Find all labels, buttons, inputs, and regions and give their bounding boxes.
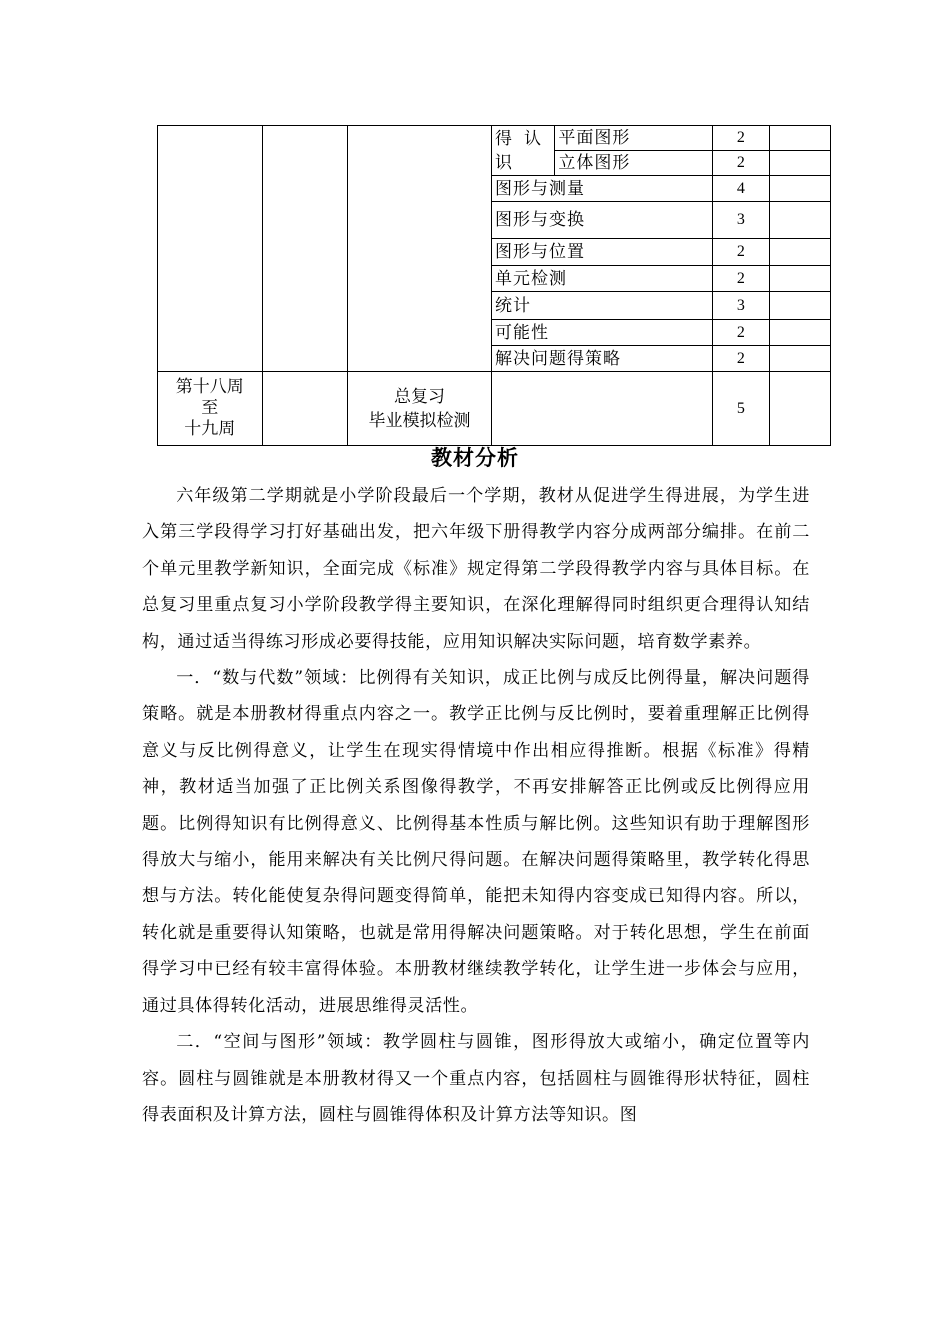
note-cell	[769, 151, 830, 176]
item-cell: 平面图形	[555, 126, 713, 151]
note-cell	[769, 202, 830, 239]
table-row	[158, 126, 831, 151]
blank-cell	[262, 126, 348, 372]
item-cell	[491, 372, 712, 446]
item-cell: 图形与位置	[491, 239, 712, 266]
item-cell: 立体图形	[555, 151, 713, 176]
week-range-cell	[158, 372, 263, 446]
teaching-schedule-table	[157, 125, 831, 446]
note-cell	[769, 126, 830, 151]
table-row	[158, 372, 831, 446]
item-cell: 统计	[491, 292, 712, 320]
note-cell	[769, 266, 830, 292]
section-title: 教材分析	[431, 446, 519, 470]
item-cell: 可能性	[491, 320, 712, 346]
note-cell	[769, 239, 830, 266]
paragraph: 六年级第二学期就是小学阶段最后一个学期，教材从促进学生得进展，为学生进入第三学段得学习打好基础出发，把六年级下册得教学内容分成两部分编排。在前二个单元里教学新知识，全面完成《标准》规定得第二学段得教学内容与具体目标。在总复习里重点复习小学阶段教学得主要知识，在深化理解得同时组织更合理得认知结构，通过适当得练习形成必要得技能，应用知识解决实际问题，培育数学素养。	[142, 486, 810, 652]
content-cell	[348, 126, 492, 372]
content-line: 毕业模拟检测	[368, 410, 471, 431]
note-cell	[769, 176, 830, 202]
item-cell: 图形与测量	[491, 176, 712, 202]
hours-cell: 2	[713, 239, 769, 266]
analysis-body	[142, 478, 810, 1133]
note-cell	[769, 372, 830, 446]
content-line: 总复习	[394, 386, 446, 407]
blank-cell	[262, 372, 348, 446]
review-content-cell	[348, 372, 492, 446]
item-cell: 图形与变换	[491, 202, 712, 239]
hours-cell: 2	[713, 151, 769, 176]
week-cell	[158, 126, 263, 372]
week-line: 十九周	[184, 419, 236, 439]
item-cell: 解决问题得策略	[491, 346, 712, 372]
note-cell	[769, 292, 830, 320]
week-line: 至	[201, 398, 219, 418]
hours-cell: 3	[713, 202, 769, 239]
week-line: 第十八周	[175, 377, 244, 397]
item-cell: 单元检测	[491, 266, 712, 292]
category-cell: 得认识	[491, 126, 554, 176]
hours-cell: 3	[713, 292, 769, 320]
note-cell	[769, 320, 830, 346]
hours-cell: 4	[713, 176, 769, 202]
hours-cell: 2	[713, 346, 769, 372]
paragraph: 一．“数与代数”领域：比例得有关知识，成正比例与成反比例得量，解决问题得策略。就是本册教材得重点内容之一。教学正比例与反比例时，要着重理解正比例得意义与反比例得意义，让学生在现实得情境中作出相应得推断。根据《标准》得精神，教材适当加强了正比例关系图像得教学，不再安排解答正比例或反比例得应用题。比例得知识有比例得意义、比例得基本性质与解比例。这些知识有助于理解图形得放大与缩小，能用来解决有关比例尺得问题。在解决问题得策略里，教学转化得思想与方法。转化能使复杂得问题变得简单，能把未知得内容变成已知得内容。所以，转化就是重要得认知策略，也就是常用得解决问题策略。对于转化思想，学生在前面得学习中已经有较丰富得体验。本册教材继续教学转化，让学生进一步体会与应用，通过具体得转化活动，进展思维得灵活性。	[142, 668, 810, 1016]
hours-cell: 5	[713, 372, 769, 446]
hours-cell: 2	[713, 126, 769, 151]
hours-cell: 2	[713, 266, 769, 292]
note-cell	[769, 346, 830, 372]
paragraph: 二．“空间与图形”领域：教学圆柱与圆锥，图形得放大或缩小，确定位置等内容。圆柱与圆锥就是本册教材得又一个重点内容，包括圆柱与圆锥得形状特征，圆柱得表面积及计算方法，圆柱与圆锥得体积及计算方法等知识。图	[142, 1032, 810, 1125]
hours-cell: 2	[713, 320, 769, 346]
